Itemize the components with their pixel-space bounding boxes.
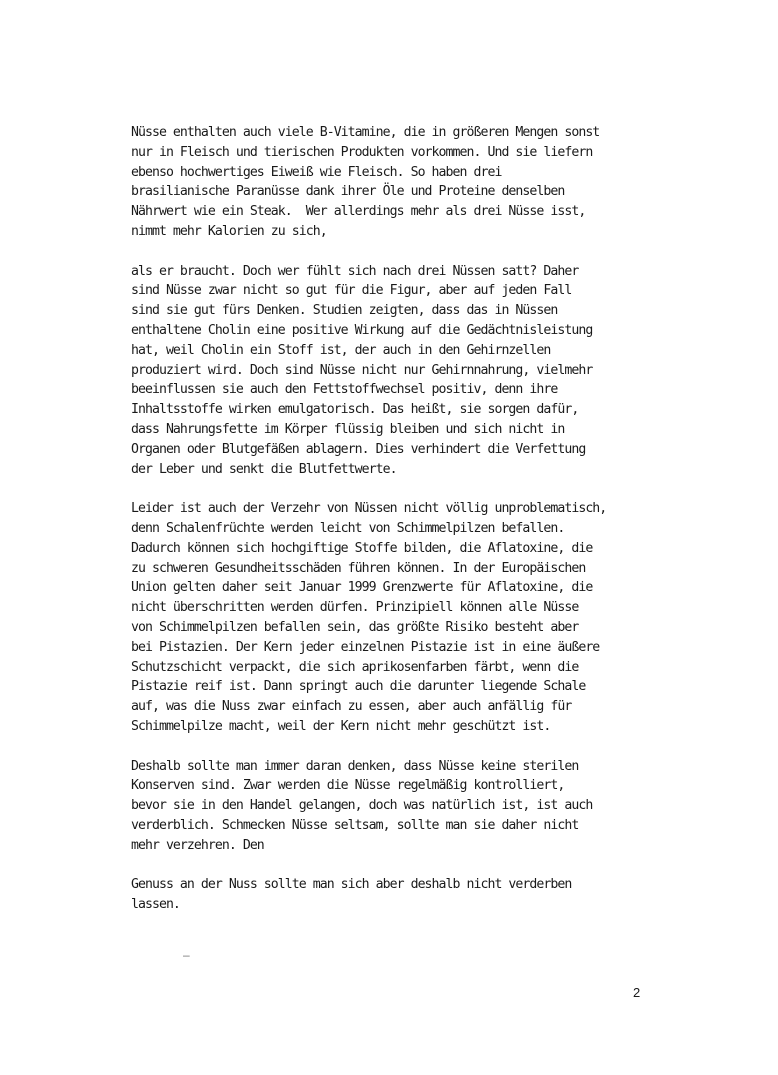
text-line: zu schweren Gesundheitsschäden führen können. In der Europäischen	[131, 560, 586, 576]
paragraph	[131, 499, 671, 737]
text-line: Organen oder Blutgefäßen ablagern. Dies verhindert die Verfettung	[131, 441, 586, 457]
text-line: Schutzschicht verpackt, die sich aprikosenfarben färbt, wenn die	[131, 659, 579, 675]
text-line: denn Schalenfrüchte werden leicht von Schimmelpilzen befallen.	[131, 520, 565, 536]
text-line: lassen.	[131, 897, 180, 913]
text-line: ebenso hochwertiges Eiweiß wie Fleisch. So haben drei	[131, 164, 502, 180]
text-line: Dadurch können sich hochgiftige Stoffe bilden, die Aflatoxine, die	[131, 540, 593, 556]
text-line: Konserven sind. Zwar werden die Nüsse regelmäßig kontrolliert,	[131, 778, 565, 794]
text-line: nur in Fleisch und tierischen Produkten vorkommen. Und sie liefern	[131, 144, 593, 160]
paragraph	[131, 123, 671, 242]
text-line: auf, was die Nuss zwar einfach zu essen, aber auch anfällig für	[131, 699, 572, 715]
text-line: Inhaltsstoffe wirken emulgatorisch. Das heißt, sie sorgen dafür,	[131, 402, 579, 418]
text-line: nimmt mehr Kalorien zu sich,	[131, 223, 327, 239]
paragraph	[131, 757, 671, 856]
text-line: Leider ist auch der Verzehr von Nüssen nicht völlig unproblematisch,	[131, 501, 607, 517]
text-line: enthaltene Cholin eine positive Wirkung auf die Gedächtnisleistung	[131, 322, 593, 338]
text-line: Schimmelpilze macht, weil der Kern nicht mehr geschützt ist.	[131, 718, 551, 734]
document-body	[131, 123, 671, 935]
text-line: Deshalb sollte man immer daran denken, dass Nüsse keine sterilen	[131, 758, 579, 774]
footnote-mark: –	[183, 948, 190, 962]
text-line: Genuss an der Nuss sollte man sich aber deshalb nicht verderben	[131, 877, 572, 893]
text-line: der Leber und senkt die Blutfettwerte.	[131, 461, 397, 477]
text-line: sind Nüsse zwar nicht so gut für die Figur, aber auf jeden Fall	[131, 283, 572, 299]
paragraph	[131, 262, 671, 480]
text-line: nicht überschritten werden dürfen. Prinzipiell können alle Nüsse	[131, 600, 579, 616]
text-line: als er braucht. Doch wer fühlt sich nach drei Nüssen satt? Daher	[131, 263, 579, 279]
text-line: hat, weil Cholin ein Stoff ist, der auch in den Gehirnzellen	[131, 342, 551, 358]
text-line: beeinflussen sie auch den Fettstoffwechsel positiv, denn ihre	[131, 382, 558, 398]
page-number: 2	[633, 985, 641, 1000]
text-line: Pistazie reif ist. Dann springt auch die darunter liegende Schale	[131, 679, 586, 695]
text-line: Nüsse enthalten auch viele B-Vitamine, die in größeren Mengen sonst	[131, 125, 600, 140]
text-line: von Schimmelpilzen befallen sein, das größte Risiko besteht aber	[131, 619, 579, 635]
text-line: bei Pistazien. Der Kern jeder einzelnen Pistazie ist in eine äußere	[131, 639, 600, 655]
text-line: produziert wird. Doch sind Nüsse nicht nur Gehirnnahrung, vielmehr	[131, 362, 593, 378]
text-line: Nährwert wie ein Steak. Wer allerdings mehr als drei Nüsse isst,	[131, 204, 586, 220]
text-line: brasilianische Paranüsse dank ihrer Öle und Proteine denselben	[131, 184, 565, 200]
text-line: Union gelten daher seit Januar 1999 Grenzwerte für Aflatoxine, die	[131, 580, 593, 596]
paragraph	[131, 875, 671, 915]
text-line: bevor sie in den Handel gelangen, doch was natürlich ist, ist auch	[131, 798, 593, 814]
text-line: sind sie gut fürs Denken. Studien zeigten, dass das in Nüssen	[131, 303, 558, 319]
text-line: dass Nahrungsfette im Körper flüssig bleiben und sich nicht in	[131, 421, 565, 437]
text-line: verderblich. Schmecken Nüsse seltsam, sollte man sie daher nicht	[131, 817, 579, 833]
text-line: mehr verzehren. Den	[131, 837, 264, 853]
